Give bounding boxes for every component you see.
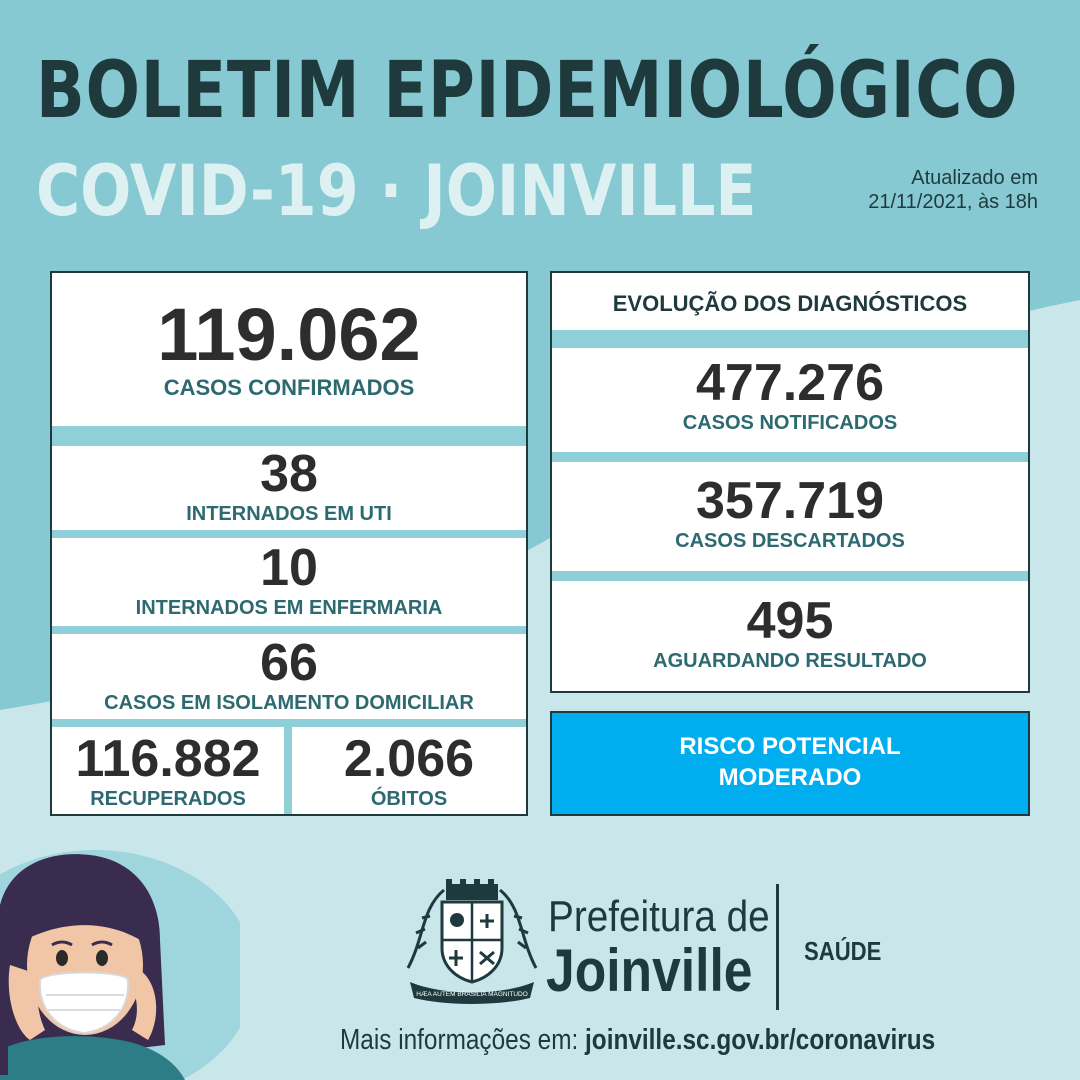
more-info-url[interactable]: joinville.sc.gov.br/coronavirus [585, 1024, 936, 1056]
notified-cases [552, 355, 1028, 435]
confirmed-cases-label: CASOS CONFIRMADOS [163, 375, 415, 400]
update-date: 21/11/2021, às 18h [868, 191, 1038, 213]
brand-city: Joinville [546, 937, 753, 1004]
icu-patients [52, 446, 526, 526]
ward-patients-value: 10 [260, 539, 318, 597]
risk-level-box [550, 711, 1030, 816]
update-label: Atualizado em [911, 167, 1038, 189]
discarded-cases [552, 473, 1028, 553]
notified-cases-label: CASOS NOTIFICADOS [682, 412, 898, 434]
crest-motto: HÆA AUTEM BRASILIA MAGNITUDO [416, 991, 528, 998]
brand-prefeitura: Prefeitura de [548, 892, 770, 941]
divider [552, 571, 1028, 581]
divider [52, 719, 526, 727]
icu-patients-label: INTERNADOS EM UTI [186, 503, 392, 525]
recovered [52, 727, 284, 814]
divider [52, 530, 526, 538]
ward-patients-label: INTERNADOS EM ENFERMARIA [135, 597, 443, 619]
page-title: BOLETIM EPIDEMIOLÓGICO [36, 46, 1019, 136]
recovered-label: RECUPERADOS [90, 788, 246, 810]
pending-results-label: AGUARDANDO RESULTADO [653, 650, 927, 672]
confirmed-cases-value: 119.062 [157, 293, 421, 376]
home-isolation-label: CASOS EM ISOLAMENTO DOMICILIAR [104, 692, 474, 714]
home-isolation-cases [52, 635, 526, 715]
icu-patients-value: 38 [260, 445, 318, 503]
discarded-cases-label: CASOS DESCARTADOS [675, 530, 905, 552]
more-info-footer [340, 1024, 935, 1057]
confirmed-cases [52, 295, 526, 401]
risk-label: RISCO POTENCIAL [679, 733, 901, 760]
pending-results [552, 593, 1028, 673]
page-subtitle: COVID-19 · JOINVILLE [36, 150, 757, 232]
notified-cases-value: 477.276 [696, 354, 884, 412]
diagnostics-heading [552, 291, 1028, 317]
brand-divider [776, 884, 779, 1010]
case-stats-panel [50, 271, 528, 816]
risk-level: MODERADO [718, 764, 862, 791]
discarded-cases-value: 357.719 [696, 472, 884, 530]
divider [284, 727, 292, 814]
more-info-prefix: Mais informações em: [340, 1024, 579, 1056]
home-isolation-value: 66 [260, 634, 318, 692]
city-crest-logo [404, 878, 540, 1006]
diagnostics-heading-text: EVOLUÇÃO DOS DIAGNÓSTICOS [612, 291, 968, 316]
divider [52, 626, 526, 634]
update-timestamp [868, 166, 1038, 214]
department-label: SAÚDE [804, 936, 882, 966]
divider [552, 330, 1028, 348]
deaths-label: ÓBITOS [370, 788, 448, 810]
pending-results-value: 495 [746, 592, 834, 650]
deaths [292, 727, 526, 814]
deaths-value: 2.066 [343, 730, 475, 788]
masked-woman-illustration [0, 845, 240, 1080]
divider [552, 452, 1028, 462]
recovered-value: 116.882 [75, 730, 261, 788]
ward-patients [52, 540, 526, 620]
divider [52, 426, 526, 446]
diagnostics-panel [550, 271, 1030, 693]
